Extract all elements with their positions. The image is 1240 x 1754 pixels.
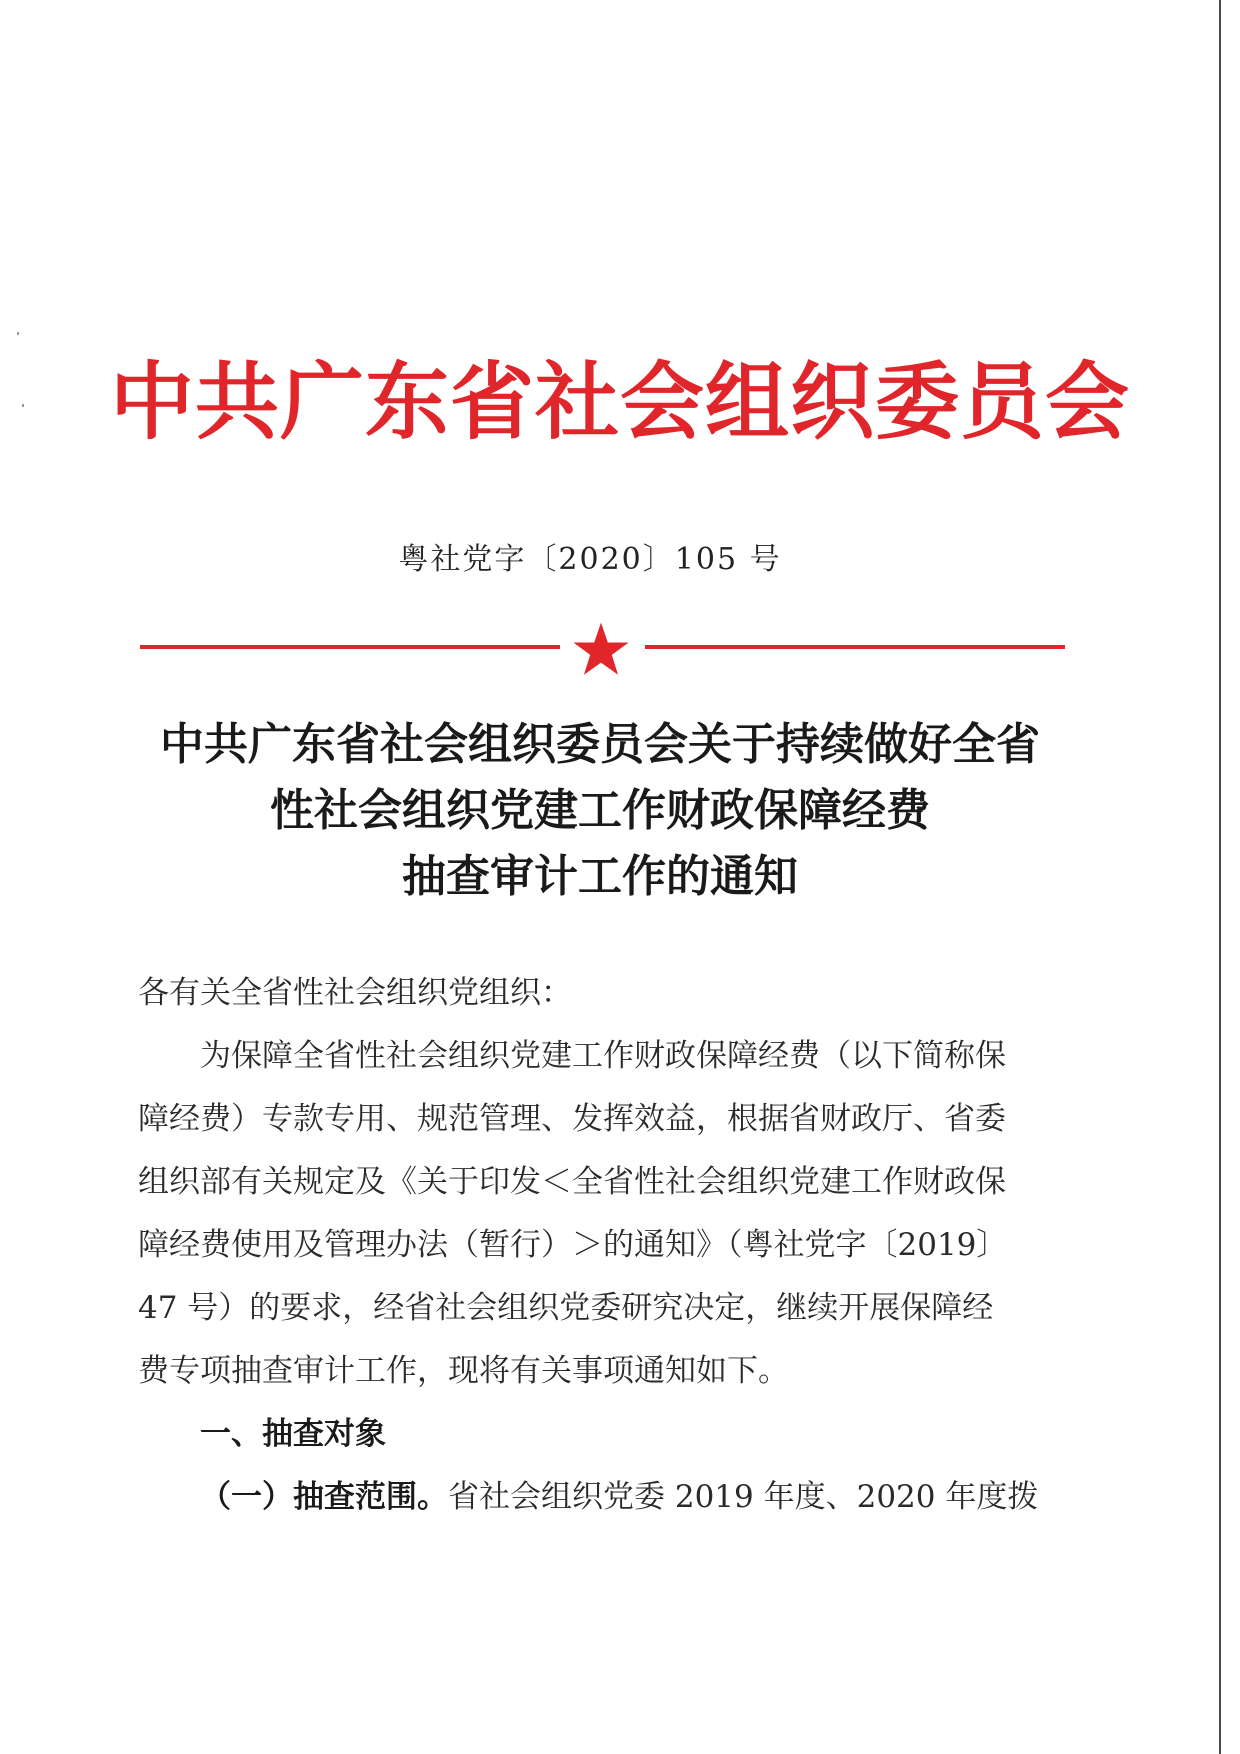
red-star-icon	[572, 621, 630, 677]
title-line: 抽查审计工作的通知	[402, 851, 798, 902]
title-line: 性社会组织党建工作财政保障经费	[270, 785, 930, 836]
paragraph-line: 障经费使用及管理办法（暂行）＞的通知》（粤社党字〔2019〕	[138, 1227, 1008, 1263]
subsection-paragraph	[200, 1466, 1038, 1529]
document-title	[110, 712, 1090, 910]
body-paragraph	[138, 1025, 1058, 1403]
red-rule-right	[645, 645, 1065, 649]
page-edge	[1219, 0, 1221, 1754]
section-heading: 一、抽查对象	[200, 1416, 386, 1452]
subsection-lead: （一）抽查范围。	[200, 1479, 448, 1515]
masthead: 中共广东省社会组织委员会	[110, 352, 1131, 451]
red-rule-left	[140, 645, 560, 649]
paragraph-line: 费专项抽查审计工作，现将有关事项通知如下。	[138, 1353, 789, 1389]
document-number: 粤社党字〔2020〕105 号	[398, 542, 782, 577]
paragraph-line: 障经费）专款专用、规范管理、发挥效益，根据省财政厅、省委	[138, 1101, 1006, 1137]
title-line: 中共广东省社会组织委员会关于持续做好全省	[160, 719, 1040, 770]
paragraph-line: 47 号）的要求，经省社会组织党委研究决定，继续开展保障经	[138, 1290, 994, 1326]
scan-mark	[17, 332, 19, 335]
scan-mark	[22, 404, 24, 407]
salutation: 各有关全省性社会组织党组织：	[138, 975, 572, 1011]
subsection-text: 省社会组织党委 2019 年度、2020 年度拨	[448, 1479, 1039, 1515]
paragraph-line: 组织部有关规定及《关于印发＜全省性社会组织党建工作财政保	[138, 1164, 1006, 1200]
paragraph-line: 为保障全省性社会组织党建工作财政保障经费（以下简称保	[138, 1038, 1006, 1074]
